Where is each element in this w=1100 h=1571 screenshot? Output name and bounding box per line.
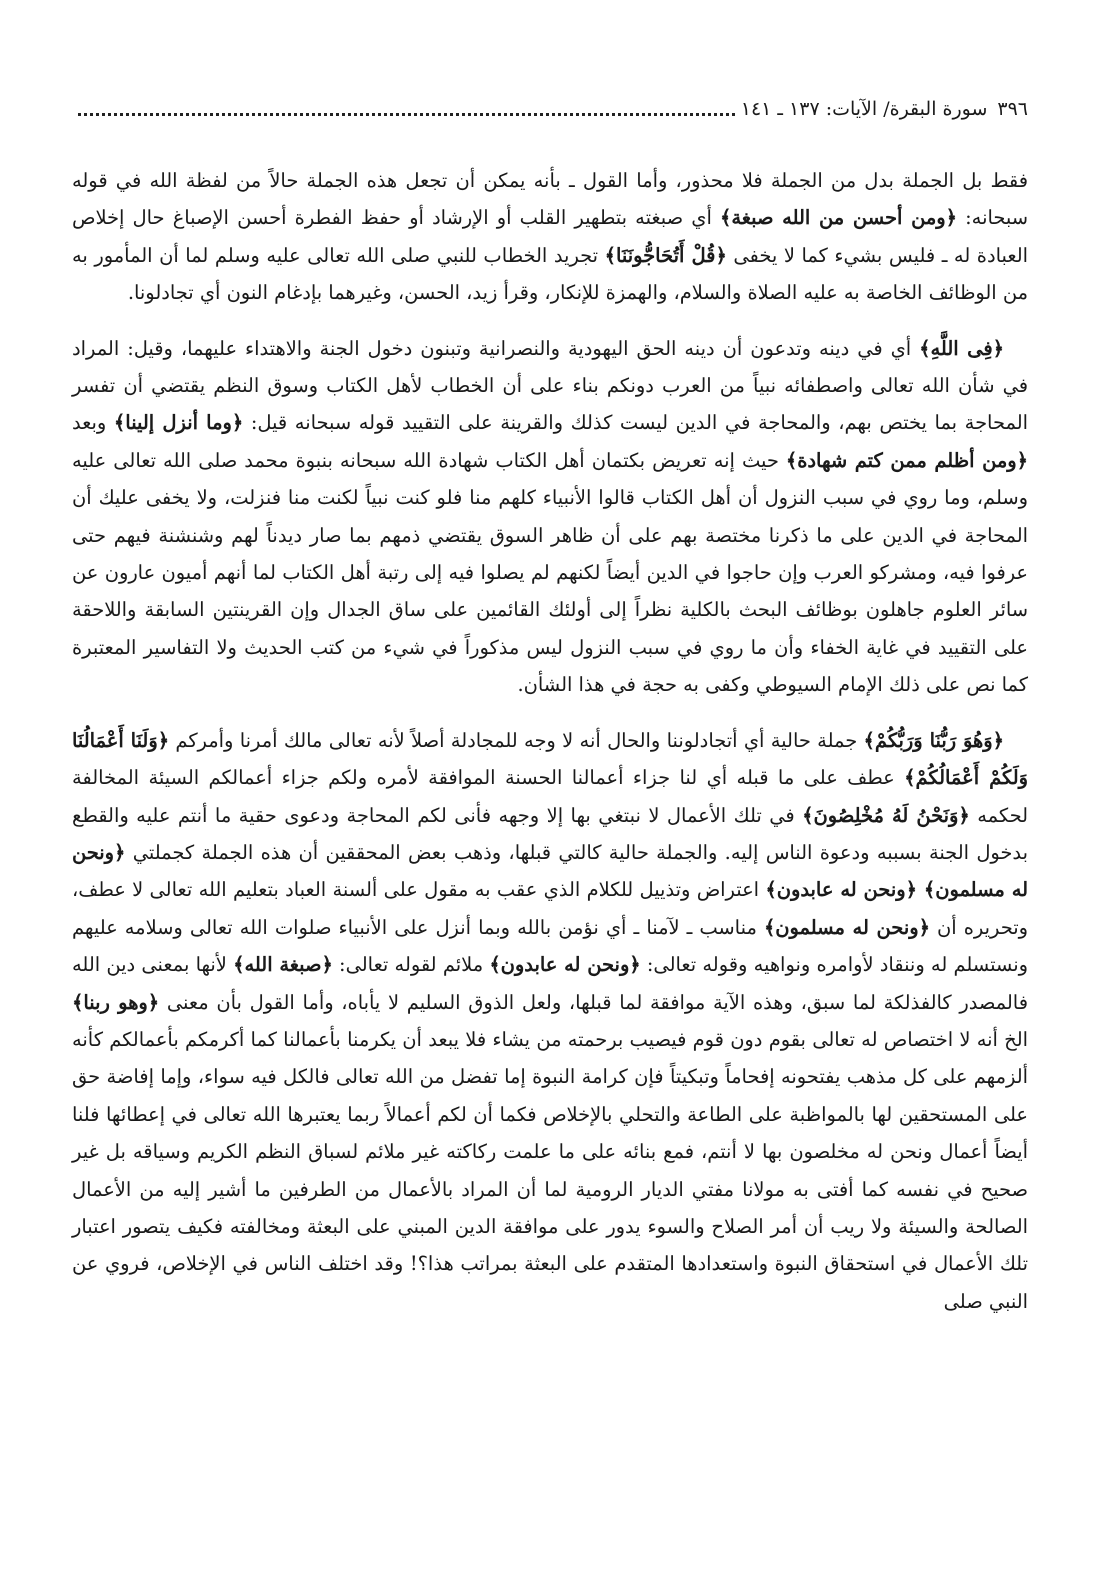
quran-quote: ﴿ونحن له عابدون﴾	[489, 953, 641, 977]
quran-quote: ﴿ونحن له مسلمون﴾ ﴿ونحن له عابدون﴾	[72, 840, 1028, 902]
quran-quote: ﴿صبغة الله﴾	[233, 953, 333, 977]
quran-quote: ﴿ومن أحسن من الله صبغة﴾	[720, 206, 957, 230]
quran-quote: ﴿وهو ربنا﴾	[72, 990, 160, 1014]
paragraph	[72, 330, 1028, 704]
quran-quote: ﴿وَهُوَ رَبُّنَا وَرَبُّكُمْ﴾	[863, 728, 1005, 752]
header-dot-leader	[78, 112, 735, 116]
quran-quote: ﴿ونحن له مسلمون﴾	[763, 915, 930, 939]
commentary-text: اعتراض وتذييل للكلام الذي عقب به مقول على ألسنة العباد بتعليم الله تعالى لا عطف، وتحريره أن	[72, 878, 1029, 939]
commentary-text: مناسب ـ لآمنا ـ أي نؤمن بالله وبما أنزل على الأنبياء صلوات الله تعالى وسلامه عليهم ونستسلم له وننقاد لأوامره ونواهيه وقوله تعالى:	[72, 915, 1028, 977]
quran-quote: ﴿ومن أظلم ممن كتم شهادة﴾	[785, 448, 1028, 472]
commentary-text: في تلك الأعمال لا نبتغي بها إلا وجهه فأنى لكم المحاجة ودعوى حقية ما أنتم عليه والقطع بدخول الجنة بسببه ودعوة الناس إليه. والجملة حالية كالتي قبلها، وذهب بعض المحققين أن هذه الجملة كجملتي	[72, 803, 1028, 864]
commentary-text: ملائم لقوله تعالى:	[332, 953, 490, 977]
surah-title: سورة البقرة/ الآيات: ١٣٧ ـ ١٤١	[740, 98, 988, 120]
commentary-text: تجريد الخطاب للنبي صلى الله تعالى عليه وسلم لما أن المأمور به من الوظائف الخاصة به عليه الصلاة والسلام، والهمزة للإنكار، وقرأ زيد، الحسن، وغيرهما بإدغام النون أي تجادلونا.	[72, 243, 1028, 305]
quran-quote: ﴿فِى اللَّهِ﴾	[919, 336, 1004, 360]
quran-quote: ﴿وَنَحْنُ لَهُ مُخْلِصُونَ﴾	[802, 803, 970, 827]
commentary-text: عطف على ما قبله أي لنا جزاء أعمالنا الحسنة الموافقة لأمره ولكم جزاء أعمالكم السيئة المخالفة لحكمه	[72, 766, 1029, 827]
page-number: ٣٩٦	[997, 98, 1028, 120]
commentary-text: لأنها بمعنى دين الله فالمصدر كالفذلكة لما سبق، وهذه الآية موافقة لما قبلها، ولعل الذوق السليم لا يأباه، وأما القول بأن معنى	[72, 953, 1028, 1014]
quran-quote: ﴿وما أنزل إلينا﴾	[113, 411, 244, 435]
quran-quote: ﴿قُلْ أَتُحَاجُّونَنَا﴾	[604, 243, 727, 267]
commentary-text: حيث إنه تعريض بكتمان أهل الكتاب شهادة الله سبحانه بنبوة محمد صلى الله تعالى عليه وسلم، وما روي في سبب النزول أن أهل الكتاب قالوا الأنبياء كلهم منا فلو كنت نبياً لكنت منا فنزلت، ولا يخفى عليك أن المحاجة في الدين على ما ذكرنا مختصة بهم على أن ظاهر السوق يقتضي ذمهم بما صار ديدناً لهم وشنشنة فيهم حتى عرفوا فيه، ومشركو العرب وإن حاجوا في الدين أيضاً لكنهم لم يصلوا فيه إلى رتبة أهل الكتاب لما أنهم أميون عارون عن سائر العلوم جاهلون بوظائف البحث بالكلية نظراً إلى أولئك القائمين على ساق الجدال وإن القرينتين السابقة واللاحقة على التقييد في غاية الخفاء وأن ما روي في سبب النزول ليس مذكوراً في شيء من كتب الحديث ولا التفاسير المعتبرة كما نص على ذلك الإمام السيوطي وكفى به حجة في هذا الشأن.	[72, 448, 1028, 697]
commentary-text: أي في دينه وتدعون أن دينه الحق اليهودية والنصرانية وتبنون دخول الجنة والاهتداء عليهما، وقيل: المراد في شأن الله تعالى واصطفائه نبياً من العرب دونكم بناء على أن الخطاب لأهل الكتاب وسوق النظم يقتضي أن تفسر المحاجة بما يختص بهم، والمحاجة في الدين ليست كذلك والقرينة على التقييد قوله سبحانه قيل:	[72, 336, 1028, 435]
commentary-text: جملة حالية أي أتجادلوننا والحال أنه لا وجه للمجادلة أصلاً لأنه تعالى مالك أمرنا وأمركم	[169, 728, 864, 752]
commentary-text: الخ أنه لا اختصاص له تعالى بقوم دون قوم فيصيب برحمته من يشاء فلا يبعد أن يكرمنا بأعمالنا كما أكرمكم بأعمالكم كأنه ألزمهم على كل مذهب يفتحونه إفحاماً وتبكيتاً فإن كرامة النبوة إما تفضل من الله تعالى فالكل فيه سواء، وإما إفاضة حق على المستحقين لها بالمواظبة على الطاعة والتحلي بالإخلاص فكما أن لكم أعمالاً ربما يعتبرها الله تعالى في إعطائها فلنا أيضاً أعمال ونحن له مخلصون بها لا أنتم، فمع بنائه على ما علمت ركاكته غير ملائم لسباق النظم الكريم وسياقه بل غير صحيح في نفسه كما أفتى به مولانا مفتي الديار الرومية لما أن المراد بالأعمال من الطرفين ما أشير إليه من الأعمال الصالحة والسيئة ولا ريب أن أمر الصلاح والسوء يدور على موافقة الدين المبني على البعثة ومخالفته فكيف يتصور اعتبار تلك الأعمال في استحقاق النبوة واستعدادها المتقدم على البعثة بمراتب هذا؟! وقد اختلف الناس في الإخلاص، فروي عن النبي صلى	[72, 1027, 1028, 1313]
commentary-text: وبعد	[72, 411, 114, 435]
commentary-text: فقط بل الجملة بدل من الجملة فلا محذور، وأما القول ـ بأنه يمكن أن تجعل هذه الجملة حالاً من لفظة الله في قوله سبحانه:	[72, 169, 1028, 230]
page-body	[72, 162, 1028, 1320]
running-header	[72, 92, 1028, 122]
commentary-text: أي صبغته بتطهير القلب أو الإرشاد أو حفظ الفطرة أحسن الإصباغ حال إخلاص العبادة له ـ فليس بشيء كما لا يخفى	[72, 206, 1028, 267]
paragraph	[72, 722, 1028, 1321]
quran-quote: ﴿وَلَنَا أَعْمَالُنَا وَلَكُمْ أَعْمَالُكُمْ﴾	[72, 728, 1028, 790]
paragraph	[72, 162, 1028, 312]
